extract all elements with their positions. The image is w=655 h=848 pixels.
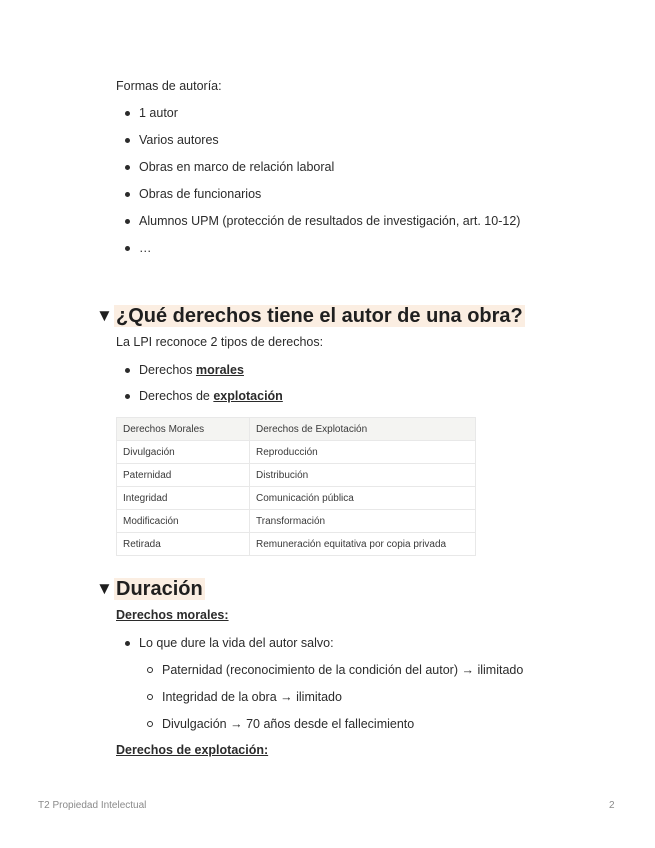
table-row <box>117 464 476 487</box>
list-item: Alumnos UPM (protección de resultados de investigación, art. 10-12) <box>139 214 521 228</box>
moral-rights-label: Derechos morales: <box>116 608 229 622</box>
list-item: Lo que dure la vida del autor salvo: <box>139 636 334 650</box>
authorship-intro: Formas de autoría: <box>116 79 222 93</box>
table-cell: Modificación <box>117 510 250 533</box>
table-header-row <box>117 418 476 441</box>
list-item: Obras en marco de relación laboral <box>139 160 335 174</box>
footer-title: T2 Propiedad Intelectual <box>38 800 147 811</box>
rights-intro: La LPI reconoce 2 tipos de derechos: <box>116 335 324 349</box>
sub-list-item: Paternidad (reconocimiento de la condición del autor) → ilimitado <box>162 663 524 677</box>
table-header-cell: Derechos Morales <box>117 418 250 441</box>
page-number: 2 <box>609 800 615 811</box>
list-item: Varios autores <box>139 133 219 147</box>
duration-heading-text: Duración <box>116 578 203 600</box>
toggle-triangle-icon[interactable]: ▼ <box>96 306 113 325</box>
sub-list-item: Divulgación → 70 años desde el fallecimiento <box>162 717 415 731</box>
rights-heading <box>96 303 525 329</box>
list-item-emphasis: explotación <box>213 389 283 403</box>
list-item: … <box>139 241 152 255</box>
table-cell: Divulgación <box>117 441 250 464</box>
list-item <box>139 362 244 378</box>
list-item: 1 autor <box>139 106 178 120</box>
duration-heading <box>96 576 205 602</box>
table-row <box>117 510 476 533</box>
table-cell: Reproducción <box>250 441 476 464</box>
table-cell: Retirada <box>117 533 250 556</box>
table-row <box>117 533 476 556</box>
list-item <box>139 388 283 404</box>
table-cell: Transformación <box>250 510 476 533</box>
table-cell: Distribución <box>250 464 476 487</box>
rights-heading-text: ¿Qué derechos tiene el autor de una obra? <box>116 305 523 327</box>
table-cell: Paternidad <box>117 464 250 487</box>
table-cell: Comunicación pública <box>250 487 476 510</box>
sub-list-item: Integridad de la obra → ilimitado <box>162 690 342 704</box>
list-item-prefix: Derechos de <box>139 389 214 403</box>
rights-table <box>116 417 476 556</box>
table-cell: Integridad <box>117 487 250 510</box>
toggle-triangle-icon[interactable]: ▼ <box>96 579 113 598</box>
table-row <box>117 487 476 510</box>
list-item: Obras de funcionarios <box>139 187 262 201</box>
list-item-prefix: Derechos <box>139 363 196 377</box>
list-item-emphasis: morales <box>195 363 244 377</box>
table-row <box>117 441 476 464</box>
exploitation-rights-label: Derechos de explotación: <box>116 743 269 757</box>
table-header-cell: Derechos de Explotación <box>250 418 476 441</box>
table-cell: Remuneración equitativa por copia privada <box>250 533 476 556</box>
